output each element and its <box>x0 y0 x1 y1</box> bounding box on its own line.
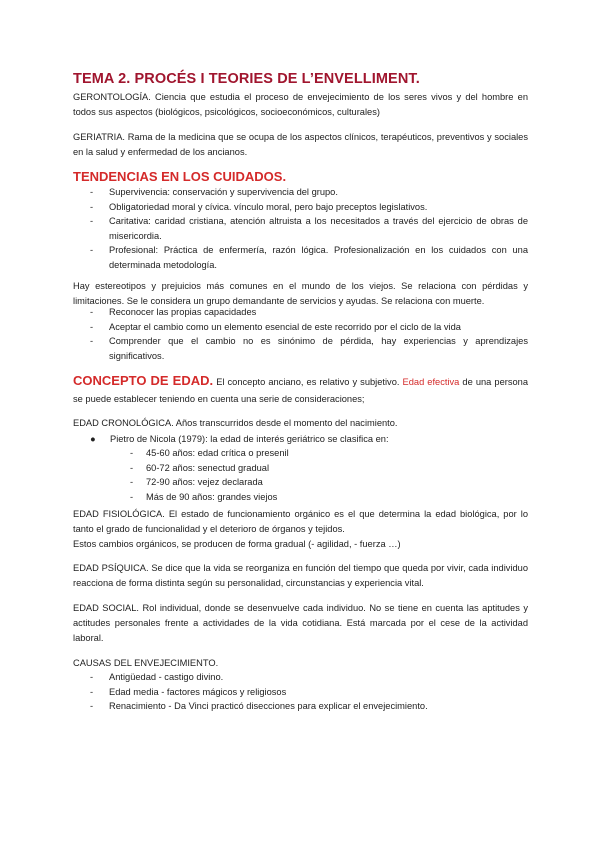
list-item: - Profesional: Práctica de enfermería, razón lógica. Profesionalización en los cuidados con una determinada metodología. <box>90 245 528 270</box>
dash-marker: - <box>90 321 94 332</box>
list-item: - 72-90 años: vejez declarada <box>110 475 289 490</box>
gerontologia-paragraph: GERONTOLOGÍA. Ciencia que estudia el proceso de envejecimiento de los seres vivos y del hombre en todos sus aspectos (biológicos, psicológicos, socioeconómicos, culturales) <box>73 92 528 117</box>
dash-marker: - <box>130 491 134 502</box>
list-item: - Más de 90 años: grandes viejos <box>110 490 289 505</box>
dash-marker: - <box>90 245 94 255</box>
dash-marker: - <box>90 216 94 226</box>
fisiologica-paragraph-2: Estos cambios orgánicos, se producen de forma gradual (- agilidad, - fuerza …) <box>73 539 401 549</box>
list-item: - 45-60 años: edad crítica o presenil <box>110 446 289 461</box>
fisiologica-paragraph: EDAD FISIOLÓGICA. El estado de funcionamiento orgánico es el que determina la edad biológica, por lo tanto el grado de funcionalidad y el deterioro de órganos y tejidos. <box>73 509 528 534</box>
list-item: - Edad media - factores mágicos y religiosos <box>73 685 528 700</box>
dash-marker: - <box>90 672 94 682</box>
pietro-de-nicola-item: Pietro de Nicola (1979): la edad de interés geriátrico se clasifica en: <box>110 434 389 444</box>
list-item: - Supervivencia: conservación y supervivencia del grupo. <box>73 185 528 200</box>
list-item: - Reconocer las propias capacidades <box>73 305 528 320</box>
dash-marker: - <box>90 701 94 711</box>
edad-efectiva-highlight: Edad efectiva <box>402 377 460 387</box>
concepto-paragraph: CONCEPTO DE EDAD. El concepto anciano, es relativo y subjetivo. Edad efectiva de una persona se puede establecer teniendo en cuenta una serie de consideraciones; <box>73 373 529 404</box>
list-item: - Antigüedad - castigo divino. <box>73 670 528 685</box>
dash-marker: - <box>130 462 134 473</box>
dash-marker: - <box>90 336 94 346</box>
dash-marker: - <box>90 187 94 197</box>
cronologica-ages-list <box>110 446 289 504</box>
bullet-dot-marker: ● <box>90 434 96 444</box>
tendencias-list <box>73 185 528 272</box>
causas-list <box>73 670 528 714</box>
dash-marker: - <box>90 307 94 317</box>
estereotipos-list <box>73 305 528 363</box>
dash-marker: - <box>90 201 94 212</box>
list-item: - Renacimiento - Da Vinci practicó disecciones para explicar el envejecimiento. <box>73 699 528 714</box>
list-item: - Comprender que el cambio no es sinónimo de pérdida, hay experiencias y aprendizajes significativos. <box>90 336 528 361</box>
list-item: - Caritativa: caridad cristiana, atención altruista a los necesitados a través del ejercicio de obras de misericordia. <box>90 216 528 241</box>
social-paragraph: EDAD SOCIAL. Rol individual, donde se desenvuelve cada individuo. No se tiene en cuenta las aptitudes y actitudes personales frente a actividades de la vida cotidiana. Está marcada por el cese de la actividad laboral. <box>73 603 528 643</box>
causas-heading: CAUSAS DEL ENVEJECIMIENTO. <box>73 658 219 668</box>
dash-marker: - <box>90 686 94 697</box>
cronologica-paragraph: EDAD CRONOLÓGICA. Años transcurridos desde el momento del nacimiento. <box>73 418 398 428</box>
dash-marker: - <box>130 477 134 487</box>
list-item: - Obligatoriedad moral y cívica. vínculo moral, pero bajo preceptos legislativos. <box>73 200 528 215</box>
dash-marker: - <box>130 448 134 458</box>
document-title: TEMA 2. PROCÉS I TEORIES DE L’ENVELLIMENT. <box>73 71 420 87</box>
concepto-heading: CONCEPTO DE EDAD. <box>73 373 214 388</box>
tendencias-heading: TENDENCIAS EN LOS CUIDADOS. <box>73 169 287 184</box>
list-item: - Aceptar el cambio como un elemento esencial de este recorrido por el ciclo de la vida <box>73 320 528 335</box>
estereotipos-paragraph: Hay estereotipos y prejuicios más comunes en el mundo de los viejos. Se relaciona con pérdidas y limitaciones. Se le considera un grupo demandante de servicios y ayudas. Se relaciona con muerte. <box>73 281 528 306</box>
list-item: - 60-72 años: senectud gradual <box>110 461 289 476</box>
geriatria-paragraph: GERIATRIA. Rama de la medicina que se ocupa de los aspectos clínicos, terapéuticos, preventivos y sociales en la salud y enfermedad de los ancianos. <box>73 132 528 157</box>
psiquica-paragraph: EDAD PSÍQUICA. Se dice que la vida se reorganiza en función del tiempo que queda por vivir, cada individuo reacciona de forma distinta según su personalidad, circunstancias y experiencia vital. <box>73 563 528 588</box>
